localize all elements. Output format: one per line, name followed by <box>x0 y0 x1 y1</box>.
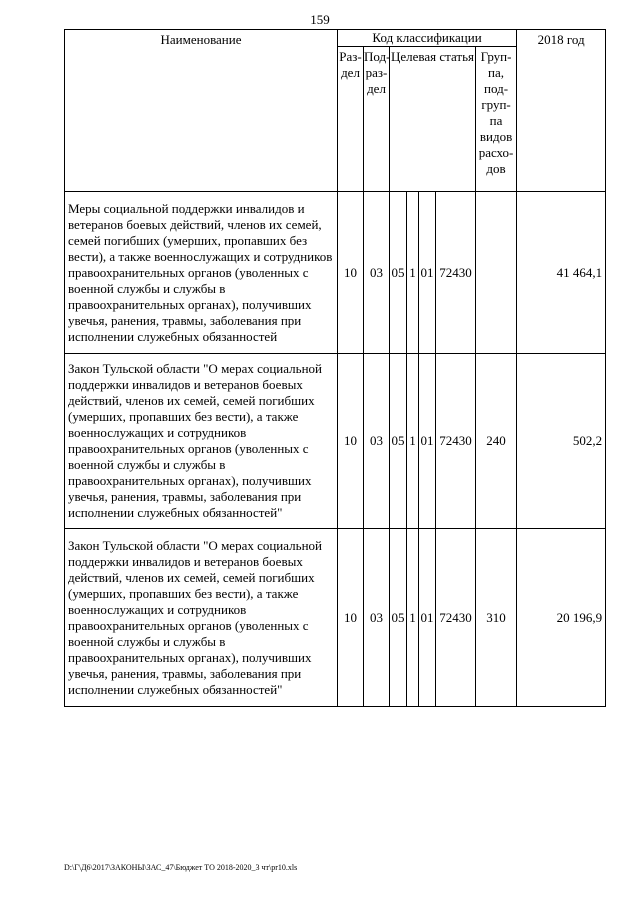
row-name: Меры социальной поддержки инвалидов и ветеранов боевых действий, членов их семей, семей погибших (умерших, пропавших без вести), а также военнослужащих и сотрудников правоохранительных органов (уволенных с военной службы и службы в правоохранительных органах), получивших увечья, ранения, травмы, заболевания при исполнении служебных обязанностей <box>65 192 338 354</box>
table-row <box>65 529 606 707</box>
row-razdel: 10 <box>338 354 364 529</box>
header-section-text: Раз- дел <box>339 49 362 80</box>
header-year: 2018 год <box>517 30 606 192</box>
table-row <box>65 192 606 354</box>
row-cs4: 72430 <box>436 192 476 354</box>
header-subsection-text: Под- раз- дел <box>364 49 391 96</box>
row-cs1: 05 <box>390 192 407 354</box>
header-name: Наименование <box>65 30 338 192</box>
row-vid <box>476 192 517 354</box>
header-subsection <box>364 47 390 192</box>
row-amount: 41 464,1 <box>517 192 606 354</box>
row-name: Закон Тульской области "О мерах социальной поддержки инвалидов и ветеранов боевых действий, членов их семей, семей погибших (умерших, пропавших без вести), а также военнослужащих и сотрудников правоохранительных органов (уволенных с военной службы и службы в правоохранительных органах), получивших увечья, ранения, травмы, заболевания при исполнении служебных обязанностей" <box>65 354 338 529</box>
row-amount: 502,2 <box>517 354 606 529</box>
row-cs1: 05 <box>390 354 407 529</box>
header-target-article: Целевая статья <box>390 47 476 192</box>
footer-file-path: D:\Г\Д6\2017\ЗАКОНЫ\ЗАС_47\Бюджет ТО 2018-2020_3 чт\pr10.xls <box>64 863 298 872</box>
header-section <box>338 47 364 192</box>
row-cs3: 01 <box>419 192 436 354</box>
table-row <box>65 354 606 529</box>
page-number: 159 <box>310 12 330 27</box>
row-cs2: 1 <box>407 354 419 529</box>
row-cs3: 01 <box>419 354 436 529</box>
row-razdel: 10 <box>338 192 364 354</box>
row-cs2: 1 <box>407 529 419 707</box>
header-row-top <box>65 30 606 47</box>
row-cs4: 72430 <box>436 354 476 529</box>
row-podrazdel: 03 <box>364 529 390 707</box>
row-amount: 20 196,9 <box>517 529 606 707</box>
header-classification-code: Код классификации <box>338 30 517 47</box>
row-cs4: 72430 <box>436 529 476 707</box>
row-vid: 240 <box>476 354 517 529</box>
row-cs1: 05 <box>390 529 407 707</box>
row-name: Закон Тульской области "О мерах социальной поддержки инвалидов и ветеранов боевых действий, членов их семей, семей погибших (умерших, пропавших без вести), а также военнослужащих и сотрудников правоохранительных органов (уволенных с военной службы и службы в правоохранительных органах), получивших увечья, ранения, травмы, заболевания при исполнении служебных обязанностей" <box>65 529 338 707</box>
row-razdel: 10 <box>338 529 364 707</box>
row-podrazdel: 03 <box>364 192 390 354</box>
header-expense-group-text: Груп- па, под- груп- па видов расхо- дов <box>478 49 514 176</box>
row-cs3: 01 <box>419 529 436 707</box>
row-podrazdel: 03 <box>364 354 390 529</box>
row-cs2: 1 <box>407 192 419 354</box>
budget-table <box>64 29 606 707</box>
row-vid: 310 <box>476 529 517 707</box>
header-expense-group <box>476 47 517 192</box>
